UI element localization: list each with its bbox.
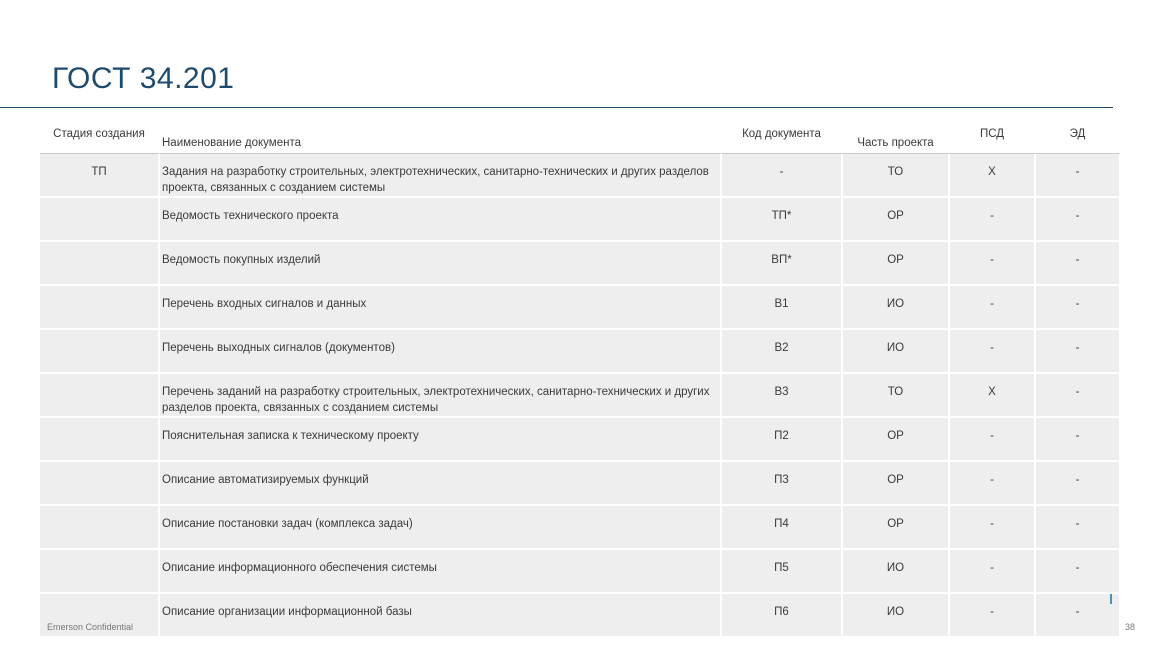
- table-row: [40, 594, 1121, 638]
- cell-psd: -: [950, 462, 1036, 506]
- table-row: [40, 506, 1121, 550]
- cell-ed: -: [1036, 374, 1121, 418]
- cell-part: ОР: [843, 242, 950, 286]
- cell-psd: -: [950, 330, 1036, 374]
- accent-mark: [1110, 594, 1112, 604]
- cell-name: Перечень входных сигналов и данных: [160, 286, 722, 330]
- cell-psd: Х: [950, 374, 1036, 418]
- cell-stage: [40, 286, 160, 330]
- cell-stage: [40, 506, 160, 550]
- cell-stage: [40, 550, 160, 594]
- cell-name: Описание автоматизируемых функций: [160, 462, 722, 506]
- cell-ed: -: [1036, 506, 1121, 550]
- cell-stage: [40, 418, 160, 462]
- cell-stage: [40, 198, 160, 242]
- cell-name: Ведомость технического проекта: [160, 198, 722, 242]
- table-row: [40, 418, 1121, 462]
- cell-psd: -: [950, 418, 1036, 462]
- cell-name: Описание постановки задач (комплекса задач): [160, 506, 722, 550]
- cell-part: ИО: [843, 330, 950, 374]
- cell-code: В3: [722, 374, 843, 418]
- cell-code: П2: [722, 418, 843, 462]
- cell-part: ТО: [843, 374, 950, 418]
- cell-ed: -: [1036, 550, 1121, 594]
- cell-code: ВП*: [722, 242, 843, 286]
- cell-part: ТО: [843, 154, 950, 198]
- cell-ed: -: [1036, 154, 1121, 198]
- cell-stage: [40, 330, 160, 374]
- cell-code: В2: [722, 330, 843, 374]
- page-number: 38: [1124, 622, 1135, 632]
- table-row: [40, 462, 1121, 506]
- cell-part: ОР: [843, 198, 950, 242]
- cell-name: Описание информационного обеспечения системы: [160, 550, 722, 594]
- cell-part: ИО: [843, 594, 950, 638]
- cell-ed: -: [1036, 418, 1121, 462]
- table-row: [40, 374, 1121, 418]
- cell-ed: -: [1036, 286, 1121, 330]
- title-divider: [0, 107, 1113, 108]
- cell-part: ИО: [843, 550, 950, 594]
- cell-stage: [40, 374, 160, 418]
- documents-table: [40, 112, 1121, 638]
- header-name: Наименование документа: [160, 112, 722, 154]
- cell-psd: -: [950, 286, 1036, 330]
- confidential-footer: Emerson Confidential: [47, 622, 134, 632]
- cell-psd: -: [950, 594, 1036, 638]
- cell-name: Задания на разработку строительных, электротехнических, санитарно-технических и других разделов проекта, связанных с созданием системы: [160, 154, 722, 198]
- cell-code: В1: [722, 286, 843, 330]
- cell-part: ИО: [843, 286, 950, 330]
- cell-ed: -: [1036, 330, 1121, 374]
- cell-stage: [40, 462, 160, 506]
- cell-name: Ведомость покупных изделий: [160, 242, 722, 286]
- cell-stage: [40, 242, 160, 286]
- cell-psd: -: [950, 506, 1036, 550]
- cell-part: ОР: [843, 462, 950, 506]
- header-part: Часть проекта: [843, 112, 950, 154]
- cell-code: П5: [722, 550, 843, 594]
- table-row: [40, 154, 1121, 198]
- cell-psd: -: [950, 198, 1036, 242]
- cell-ed: -: [1036, 198, 1121, 242]
- cell-name: Перечень выходных сигналов (документов): [160, 330, 722, 374]
- cell-ed: -: [1036, 242, 1121, 286]
- cell-name: Перечень заданий на разработку строительных, электротехнических, санитарно-технических и других разделов проекта, связанных с созданием системы: [160, 374, 722, 418]
- cell-part: ОР: [843, 506, 950, 550]
- table-row: [40, 198, 1121, 242]
- cell-psd: -: [950, 242, 1036, 286]
- cell-name: Пояснительная записка к техническому проекту: [160, 418, 722, 462]
- table-row: [40, 550, 1121, 594]
- cell-code: ТП*: [722, 198, 843, 242]
- cell-psd: Х: [950, 154, 1036, 198]
- cell-code: П6: [722, 594, 843, 638]
- cell-ed: -: [1036, 462, 1121, 506]
- table-header-row: [40, 112, 1121, 154]
- cell-ed: -: [1036, 594, 1121, 638]
- table-row: [40, 286, 1121, 330]
- header-stage: Стадия создания: [40, 112, 160, 154]
- slide-title: ГОСТ 34.201: [52, 62, 235, 95]
- cell-name: Описание организации информационной базы: [160, 594, 722, 638]
- header-code: Код документа: [722, 112, 843, 154]
- cell-code: П4: [722, 506, 843, 550]
- cell-part: ОР: [843, 418, 950, 462]
- cell-stage: ТП: [40, 154, 160, 198]
- table-row: [40, 242, 1121, 286]
- header-ed: ЭД: [1036, 112, 1121, 154]
- cell-psd: -: [950, 550, 1036, 594]
- cell-code: П3: [722, 462, 843, 506]
- cell-code: -: [722, 154, 843, 198]
- table-row: [40, 330, 1121, 374]
- header-psd: ПСД: [950, 112, 1036, 154]
